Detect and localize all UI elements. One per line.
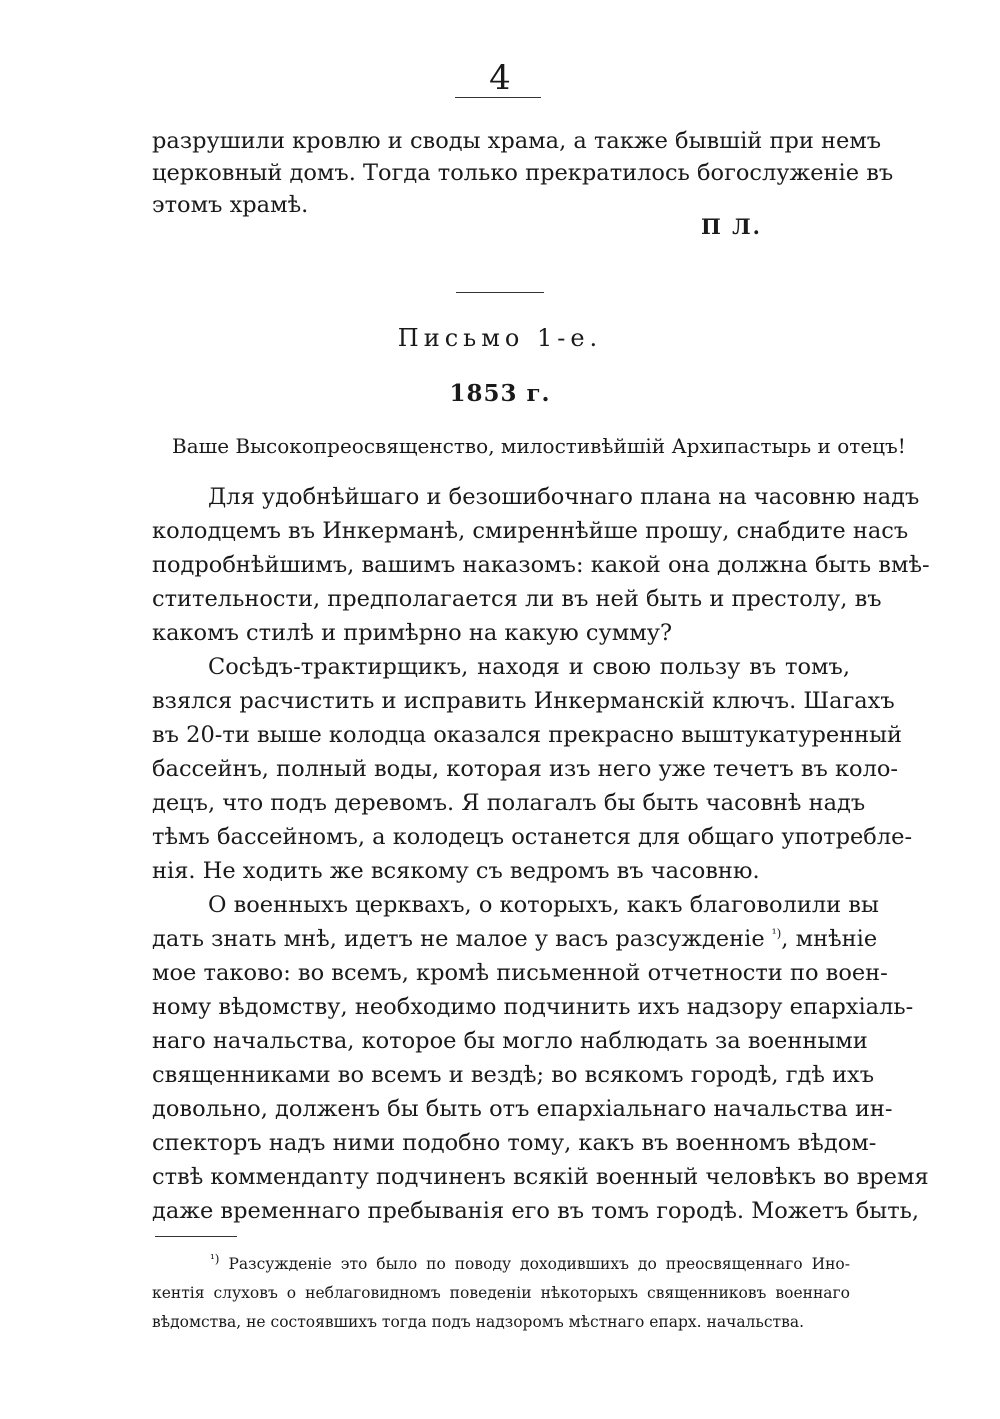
footnote-rule (155, 1236, 237, 1237)
text-line: О военныхъ церквахъ, о которыхъ, какъ благоволили вы (208, 892, 879, 918)
text-line: мое таково: во всемъ, кромѣ письменной отчетности по воен- (152, 960, 888, 986)
text-line: Для удобнѣйшаго и безошибочнаго плана на часовню надъ (208, 484, 920, 510)
text-line: кентія слуховъ о неблаговидномъ поведеніи нѣкоторыхъ священниковъ военнаго (152, 1284, 850, 1302)
text-line: ному вѣдомству, необходимо подчинить ихъ надзору епархіаль- (152, 994, 914, 1020)
text-line: взялся расчистить и исправить Инкерманскій ключъ. Шагахъ (152, 688, 895, 714)
text-line-with-footnote (152, 922, 878, 956)
text-line: наго начальства, которое бы могло наблюдать за военными (152, 1028, 868, 1054)
text-segment: Разсужденіе это было по поводу доходившихъ до преосвященнаго Ино- (228, 1255, 850, 1273)
text-segment: , мнѣніе (781, 926, 878, 952)
text-line: этомъ храмѣ. (152, 192, 309, 218)
text-line: спекторъ надъ ними подобно тому, какъ въ военномъ вѣдом- (152, 1130, 877, 1156)
text-line: разрушили кровлю и своды храма, а также бывшій при немъ (152, 128, 882, 154)
section-divider (456, 292, 544, 293)
letter-year: 1853 г. (449, 380, 551, 407)
text-line: бассейнъ, полный воды, которая изъ него уже течетъ въ коло- (152, 756, 899, 782)
letter-greeting: Ваше Высокопреосвященство, милостивѣйшій Архипастырь и отецъ! (172, 434, 906, 458)
text-line: тѣмъ бассейномъ, а колодецъ останется для общаго употребле- (152, 824, 913, 850)
text-line: Сосѣдъ-трактирщикъ, находя и свою пользу въ томъ, (208, 654, 850, 680)
text-line: стительности, предполагается ли въ ней быть и престолу, въ (152, 586, 882, 612)
author-signature: П Л. (700, 214, 762, 239)
text-line: вѣдомства, не состоявшихъ тогда подъ надзоромъ мѣстнаго епарх. начальства. (152, 1313, 804, 1331)
text-line: церковный домъ. Тогда только прекратилось богослуженіе въ (152, 160, 894, 186)
text-line: даже временнаго пребыванія его въ томъ городѣ. Можетъ быть, (152, 1198, 920, 1224)
text-line: ствѣ коммендanту подчиненъ всякій военный человѣкъ во время (152, 1164, 929, 1190)
header-rule (455, 97, 541, 98)
text-line: децъ, что подъ деревомъ. Я полагалъ бы быть часовнѣ надъ (152, 790, 866, 816)
letter-title: Письмо 1-е. (397, 324, 603, 352)
text-line: довольно, долженъ бы быть отъ епархіальнаго начальства ин- (152, 1096, 893, 1122)
footnote-marker: ¹) (771, 926, 782, 941)
text-line: подробнѣйшимъ, вашимъ наказомъ: какой она должна быть вмѣ- (152, 552, 930, 578)
text-line: нія. Не ходить же всякому съ ведромъ въ часовню. (152, 858, 760, 884)
text-line: въ 20-ти выше колодца оказался прекрасно выштукатуренный (152, 722, 903, 748)
text-line: колодцемъ въ Инкерманѣ, смиреннѣйше прошу, снабдите насъ (152, 518, 909, 544)
footnote-line-1 (210, 1250, 850, 1279)
page-number: 4 (489, 58, 511, 98)
text-line: какомъ стилѣ и примѣрно на какую сумму? (152, 620, 673, 646)
text-line: священниками во всемъ и вездѣ; во всякомъ городѣ, гдѣ ихъ (152, 1062, 875, 1088)
text-segment: дать знать мнѣ, идетъ не малое у васъ разсужденіе (152, 926, 765, 952)
footnote-number: ¹) (210, 1251, 220, 1266)
